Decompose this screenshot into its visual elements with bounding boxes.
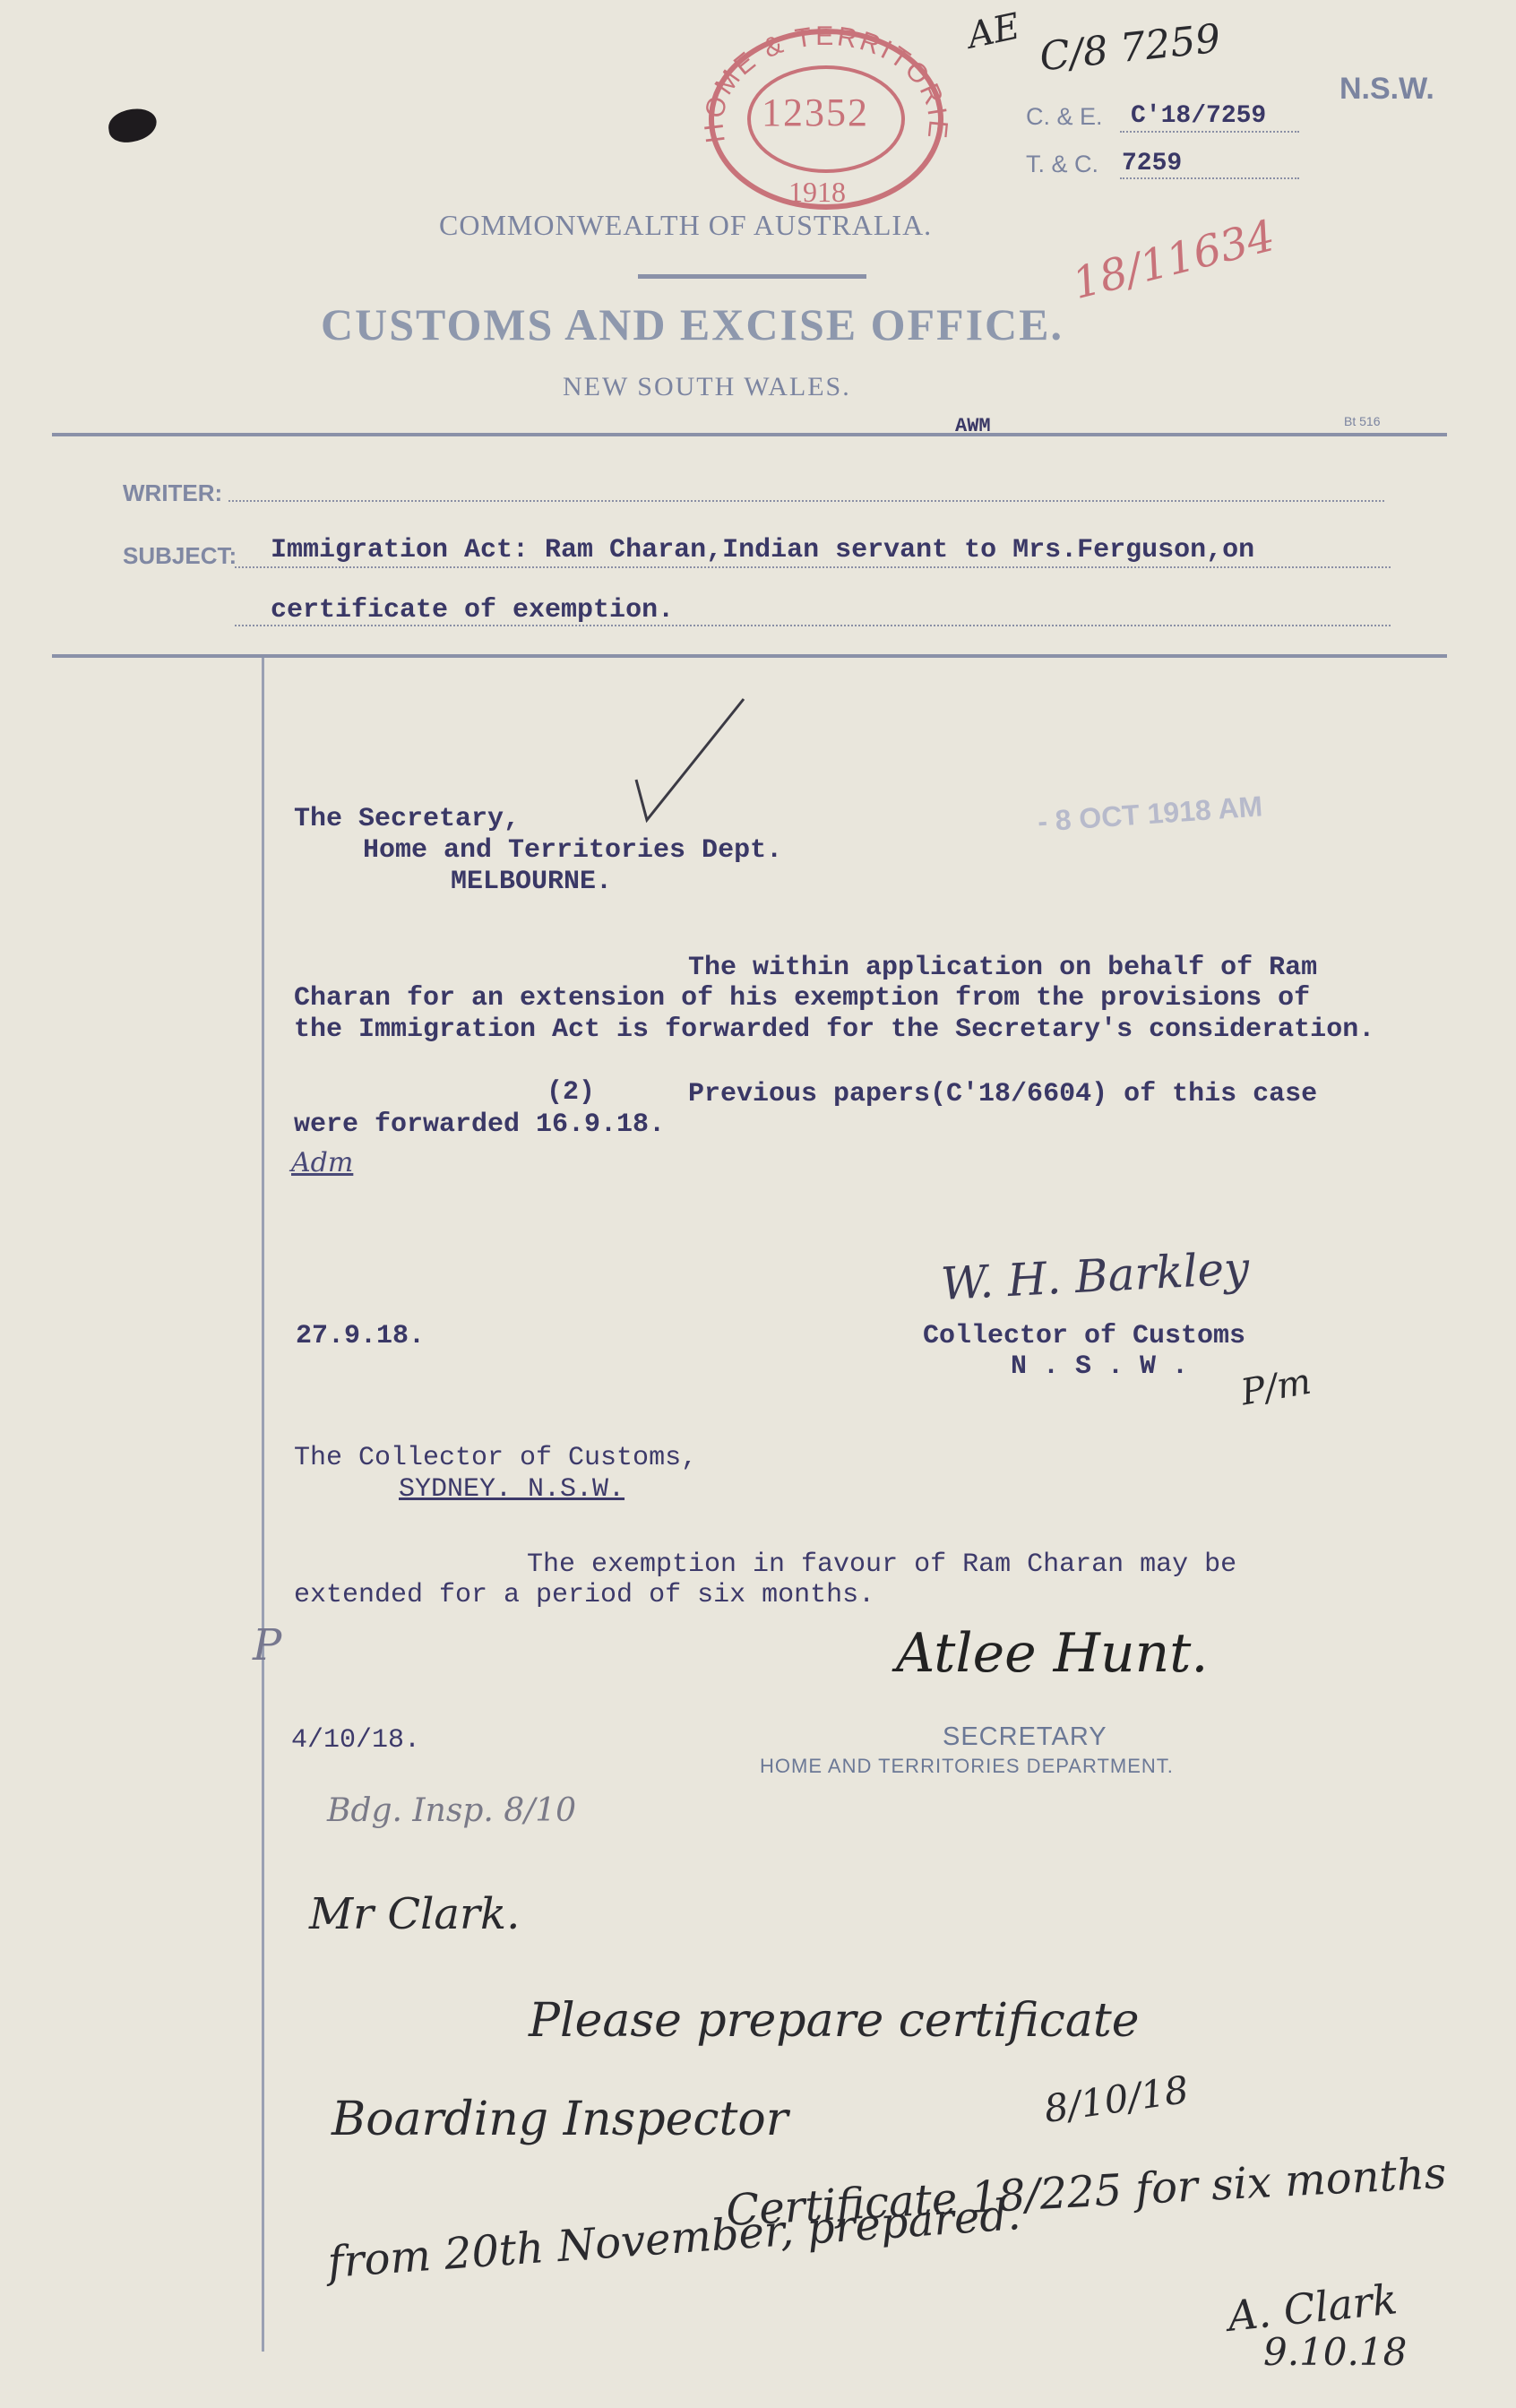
clark-signature-date: 9.10.18 xyxy=(1263,2330,1408,2374)
ink-blot xyxy=(107,106,159,144)
addressee-line-2: Home and Territories Dept. xyxy=(363,835,783,866)
letter1-date: 27.9.18. xyxy=(296,1321,426,1351)
check-mark xyxy=(627,695,753,829)
collector-state: N . S . W . xyxy=(1011,1351,1189,1382)
ce-label: C. & E. xyxy=(1026,103,1103,130)
letter2-body-line2: extended for a period of six months. xyxy=(294,1580,875,1610)
awm-mark: AWM xyxy=(955,415,991,437)
state-code: N.S.W. xyxy=(1339,72,1434,106)
tc-value: 7259 xyxy=(1122,150,1183,177)
secretary-title: SECRETARY xyxy=(943,1722,1107,1751)
stamp-year: 1918 xyxy=(788,176,846,208)
handwritten-ref-small: AE xyxy=(963,5,1024,57)
letter2-city: SYDNEY. N.S.W. xyxy=(399,1474,625,1505)
boarding-inspector-note: Boarding Inspector xyxy=(332,2093,788,2146)
letter1-para1-line3: the Immigration Act is forwarded for the Secretary's consideration. xyxy=(294,1014,1375,1045)
addressee-line-1: The Secretary, xyxy=(294,804,521,834)
clark-signature: A. Clark xyxy=(1225,2274,1400,2341)
ce-dotted-line xyxy=(1120,131,1299,133)
letter1-para2-line1: Previous papers(C'18/6604) of this case xyxy=(688,1079,1318,1109)
letter1-para1-line1: The within application on behalf of Ram xyxy=(688,953,1318,983)
letter2-body-line1: The exemption in favour of Ram Charan may be xyxy=(527,1549,1237,1580)
letterhead-short-rule xyxy=(638,274,866,279)
letter1-para2-line2: were forwarded 16.9.18. xyxy=(294,1109,666,1140)
addressee-line-3: MELBOURNE. xyxy=(451,867,613,897)
stamp-number: 12352 xyxy=(762,91,869,134)
certificate-note-line1: Certificate 18/225 for six months xyxy=(725,2147,1448,2237)
letter1-para1-line2: Charan for an extension of his exemption from the provisions of xyxy=(294,983,1311,1014)
initial-date-note: 8/10/18 xyxy=(1041,2067,1192,2132)
form-code: Bt 516 xyxy=(1344,414,1381,428)
certificate-note-line2: from 20th November, prepared. xyxy=(325,2189,1022,2288)
subject-line-1: Immigration Act: Ram Charan,Indian servant to Mrs.Ferguson,on xyxy=(271,535,1255,565)
letter2-addressee: The Collector of Customs, xyxy=(294,1443,698,1473)
secretary-department: HOME AND TERRITORIES DEPARTMENT. xyxy=(760,1755,1174,1777)
ce-value: C'18/7259 xyxy=(1131,102,1267,130)
letter1-initials: Adm xyxy=(291,1147,354,1178)
faint-initial: P xyxy=(253,1620,282,1670)
tc-label: T. & C. xyxy=(1026,151,1099,177)
subject-dotted-line-2 xyxy=(235,625,1391,626)
please-prepare-note: Please prepare certificate xyxy=(529,1994,1140,2048)
mr-clark-note: Mr Clark. xyxy=(309,1889,521,1939)
subject-line-2: certificate of exemption. xyxy=(271,595,675,626)
letter1-para2-number: (2) xyxy=(547,1077,596,1108)
subject-label: SUBJECT: xyxy=(123,542,237,569)
subject-dotted-line-1 xyxy=(235,566,1391,568)
writer-label: WRITER: xyxy=(123,479,223,506)
margin-rule xyxy=(262,658,264,2352)
handwritten-ref-top: C/8 7259 xyxy=(1037,15,1223,81)
stamp-ring-text: HOME & TERRITORIE xyxy=(699,25,953,145)
hunt-signature: Atlee Hunt. xyxy=(896,1622,1209,1685)
header-rule xyxy=(52,433,1447,436)
home-territories-stamp xyxy=(683,25,969,213)
barkley-signature: W. H. Barkley xyxy=(939,1242,1251,1310)
letter2-date: 4/10/18. xyxy=(291,1725,421,1756)
commonwealth-heading: COMMONWEALTH OF AUSTRALIA. xyxy=(439,209,933,241)
received-date-stamp: - 8 OCT 1918 AM xyxy=(1037,790,1264,838)
bdg-insp-note: Bdg. Insp. 8/10 xyxy=(327,1792,577,1829)
collector-initials: P/m xyxy=(1237,1360,1314,1414)
handwritten-file-number: 18/11634 xyxy=(1067,211,1280,309)
writer-dotted-line xyxy=(228,500,1384,502)
region-heading: NEW SOUTH WALES. xyxy=(563,372,851,401)
office-heading: CUSTOMS AND EXCISE OFFICE. xyxy=(321,299,1064,350)
collector-title: Collector of Customs xyxy=(923,1321,1246,1351)
tc-dotted-line xyxy=(1120,177,1299,179)
